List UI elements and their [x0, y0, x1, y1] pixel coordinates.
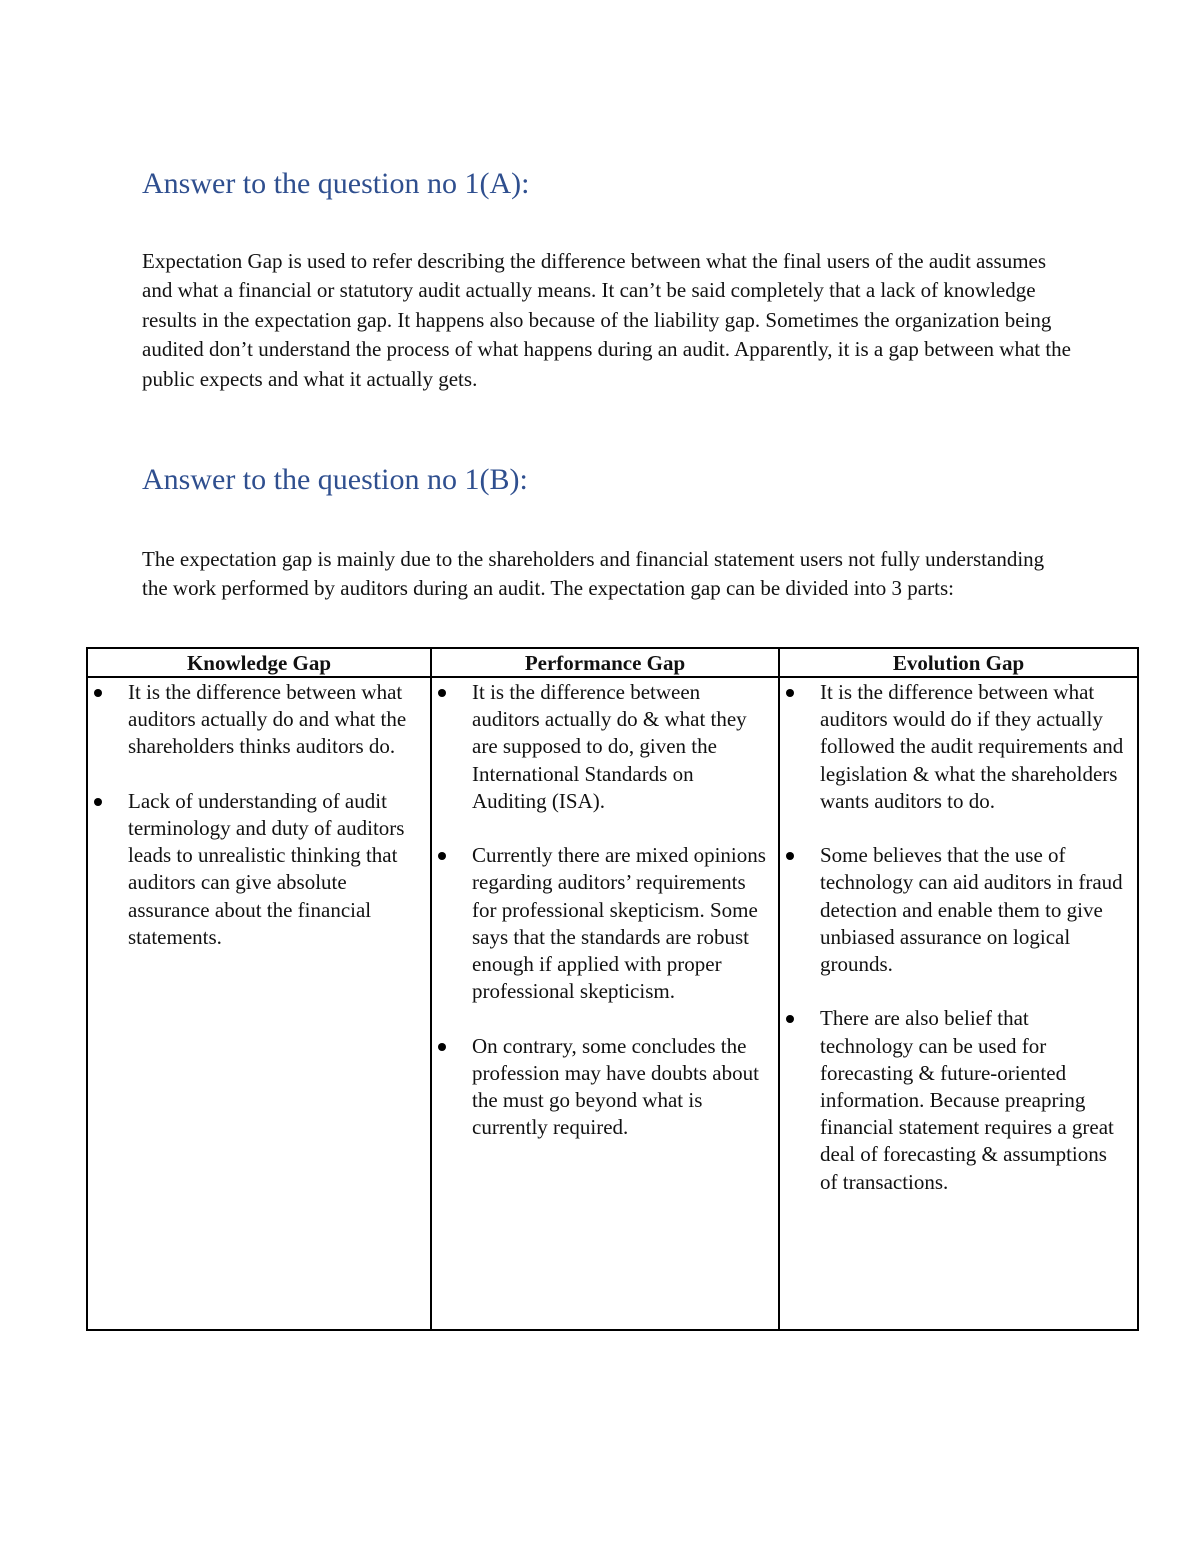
list-item [820, 842, 1127, 978]
section-a-paragraph: Expectation Gap is used to refer describing the difference between what the final users of the audit assumes and what a financial or statutory audit actually means. It can’t be said completely that a lack of knowledge results in the expectation gap. It happens also because of the liability gap. Sometimes the organization being audited don’t understand the process of what happens during an audit. Apparently, it is a gap between what the public expects and what it actually gets. [142, 249, 1072, 391]
list-item [128, 788, 420, 951]
list-item-text: It is the difference between auditors actually do & what they are supposed to do, given the International Standards on Auditing (ISA). [472, 680, 747, 813]
list-item [472, 1033, 768, 1142]
header-evolution-gap: Evolution Gap [779, 648, 1138, 677]
list-item [472, 842, 768, 1005]
table-row [87, 677, 1138, 1330]
list-item-text: It is the difference between what auditors actually do and what the shareholders thinks auditors do. [128, 680, 407, 759]
list-item-text: Currently there are mixed opinions regarding auditors’ requirements for professional skepticism. Some says that the standards are robust enough if applied with proper professional skepticism. [472, 843, 766, 1004]
expectation-gap-table [86, 647, 1139, 1331]
bullet-dot-icon [786, 689, 794, 697]
section-b-paragraph: The expectation gap is mainly due to the shareholders and financial statement users not fully understanding the work performed by auditors during an audit. The expectation gap can be divided into 3 parts: [142, 547, 1045, 601]
knowledge-gap-cell [87, 677, 431, 1330]
list-item [820, 1005, 1127, 1195]
section-a-heading: Answer to the question no 1(A): [142, 167, 530, 200]
list-item [820, 679, 1127, 815]
section-b-heading: Answer to the question no 1(B): [142, 463, 528, 496]
list-item [472, 679, 768, 815]
bullet-dot-icon [94, 798, 102, 806]
bullet-dot-icon [438, 1043, 446, 1051]
bullet-dot-icon [786, 852, 794, 860]
list-item-text: Some believes that the use of technology can aid auditors in fraud detection and enable them to give unbiased assurance on logical grounds. [820, 843, 1123, 977]
performance-gap-cell [431, 677, 779, 1330]
bullet-dot-icon [94, 689, 102, 697]
list-item [128, 679, 420, 761]
evolution-gap-list [820, 679, 1127, 1196]
knowledge-gap-list [128, 679, 420, 951]
list-item-text: There are also belief that technology can be used for forecasting & future-oriented information. Because preapring financial statement requires a great deal of forecasting & assumptions of transactions. [820, 1006, 1114, 1194]
bullet-dot-icon [438, 852, 446, 860]
evolution-gap-cell [779, 677, 1138, 1330]
list-item-text: Lack of understanding of audit terminology and duty of auditors leads to unrealistic thinking that auditors can give absolute assurance about the financial statements. [128, 788, 405, 949]
header-performance-gap: Performance Gap [431, 648, 779, 677]
header-knowledge-gap: Knowledge Gap [87, 648, 431, 677]
bullet-dot-icon [438, 689, 446, 697]
performance-gap-list [472, 679, 768, 1141]
bullet-dot-icon [786, 1015, 794, 1023]
list-item-text: On contrary, some concludes the profession may have doubts about the must go beyond what is currently required. [472, 1033, 759, 1140]
list-item-text: It is the difference between what auditors would do if they actually followed the audit requirements and legislation & what the shareholders wants auditors to do. [820, 680, 1124, 813]
table-header-row [87, 648, 1138, 677]
